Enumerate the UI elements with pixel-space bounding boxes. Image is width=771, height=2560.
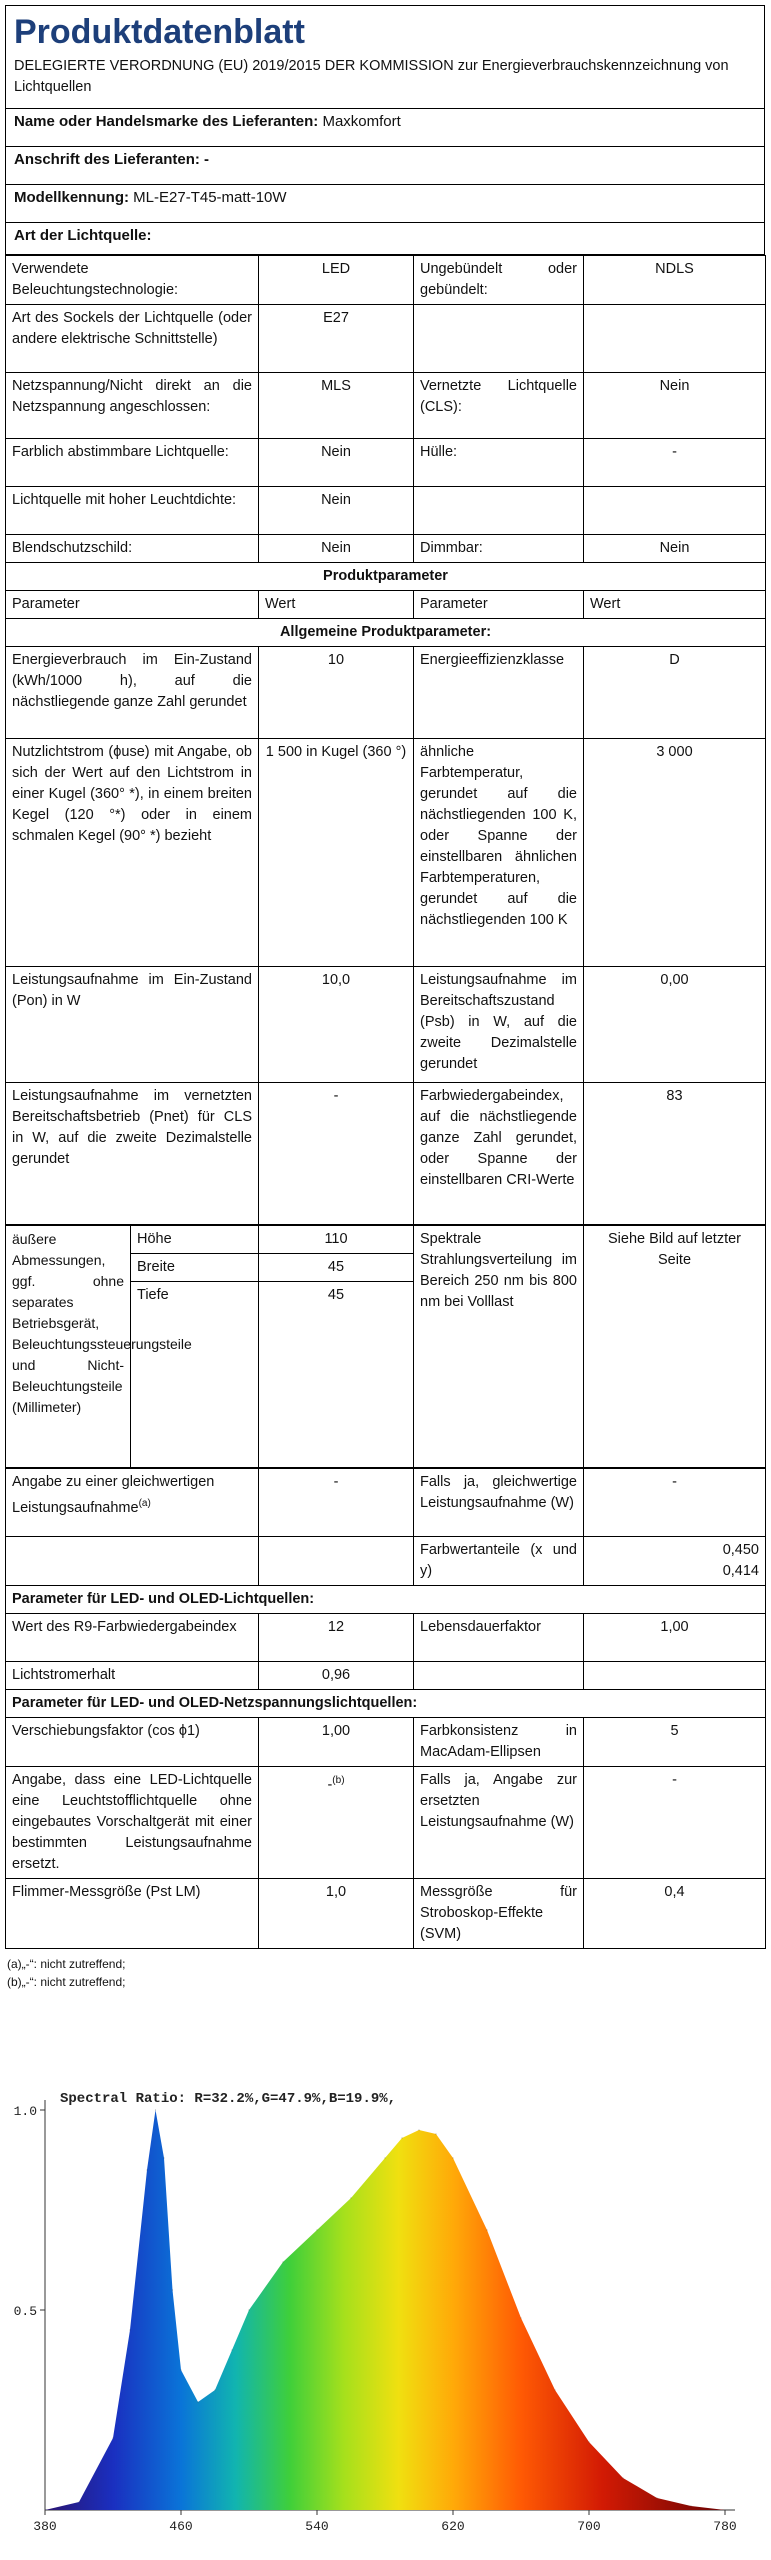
table-row (6, 1614, 766, 1662)
spectrum-chart (5, 2070, 765, 2550)
param-value: 0,00 (584, 967, 766, 1083)
led-section-heading: Parameter für LED- und OLED-Lichtquellen: (6, 1586, 766, 1614)
width-label: Breite (131, 1254, 259, 1282)
height-label: Höhe (131, 1226, 259, 1254)
param-label: Dimmbar: (414, 535, 584, 563)
table-row (6, 1690, 766, 1718)
param-label: Lichtquelle mit hoher Leuchtdichte: (6, 487, 259, 535)
param-value: LED (259, 256, 414, 305)
data-point (384, 2157, 385, 2158)
data-point (350, 2197, 351, 2198)
data-point (155, 2109, 156, 2110)
param-value: MLS (259, 373, 414, 439)
param-label: Ungebündelt oder gebündelt: (414, 256, 584, 305)
replace-label: Angabe, dass eine LED-Lichtquelle eine Leuchtstofflichtquelle ohne eingebautes Vorschaltgerät mit einer bestimmten Leistungsaufnahme ersetzt. (6, 1767, 259, 1879)
strobo-value: 0,4 (584, 1879, 766, 1949)
param-label: Energieverbrauch im Ein-Zustand (kWh/1000 h), auf die nächstliegende ganze Zahl gerundet (6, 647, 259, 739)
param-value: E27 (259, 305, 414, 373)
param-label: Leistungsaufnahme im vernetzten Bereitschaftsbetrieb (Pnet) für CLS in W, auf die zweite Dezimalstelle gerundet (6, 1083, 259, 1225)
table-row (6, 439, 766, 487)
param-value (584, 487, 766, 535)
column-header: Wert (584, 591, 766, 619)
replace-value-text: - (327, 1776, 333, 1793)
param-label: Energieeffizienzklasse (414, 647, 584, 739)
equivalent-value2: - (584, 1469, 766, 1537)
general-params-heading: Allgemeine Produktparameter: (6, 619, 766, 647)
supplier-name-row (5, 109, 765, 147)
param-label: Farblich abstimmbare Lichtquelle: (6, 439, 259, 487)
model-row (5, 185, 765, 223)
depth-label: Tiefe (131, 1282, 259, 1468)
strobo-label: Messgröße für Stroboskop-Effekte (SVM) (414, 1879, 584, 1949)
data-point (78, 2501, 79, 2502)
param-value: 1 500 in Kugel (360 °) (259, 739, 414, 967)
spectral-value: Siehe Bild auf letzter Seite (584, 1226, 766, 1468)
data-point (129, 2329, 130, 2330)
table-row (6, 739, 766, 967)
table-row (6, 1662, 766, 1690)
table-row (6, 1083, 766, 1225)
dimensions-label: äußere Abmessungen, ggf. ohne separates Betriebsgerät, Beleuchtungssteuerungsteile und Nicht-Beleuchtungsteile (Millimeter) (6, 1226, 131, 1468)
light-source-section: Art der Lichtquelle: (5, 223, 765, 255)
shift-value: 1,00 (259, 1718, 414, 1767)
data-point (554, 2389, 555, 2390)
table-row (6, 305, 766, 373)
table-row (6, 1469, 766, 1537)
equivalent-table (5, 1468, 766, 1949)
data-point (486, 2229, 487, 2230)
flux-label: Lichtstromerhalt (6, 1662, 259, 1690)
data-point (588, 2441, 589, 2442)
x-tick-label: 780 (713, 2519, 737, 2534)
data-point (520, 2317, 521, 2318)
table-row (6, 1879, 766, 1949)
x-tick-label: 620 (441, 2519, 465, 2534)
life-label: Lebensdauerfaktor (414, 1614, 584, 1662)
param-label (414, 487, 584, 535)
r9-label: Wert des R9-Farbwiedergabeindex (6, 1614, 259, 1662)
param-label (414, 305, 584, 373)
param-value: - (584, 439, 766, 487)
replace-value2: - (584, 1767, 766, 1879)
footnotes (5, 1955, 765, 1991)
chart-title: Spectral Ratio: R=32.2%,G=47.9%,B=19.9%, (60, 2091, 397, 2107)
param-label: ähnliche Farbtemperatur, gerundet auf die nächstliegenden 100 K, oder Spanne der einstellbaren ähnlichen Farbtemperaturen, gerundet auf die nächstliegenden 100 K (414, 739, 584, 967)
param-value: Nein (584, 535, 766, 563)
footnote-a: (a)„-“: nicht zutreffend; (7, 1957, 126, 1971)
data-point (180, 2369, 181, 2370)
table-row (6, 373, 766, 439)
supplier-name-label: Name oder Handelsmarke des Lieferanten: (14, 113, 319, 130)
param-label: Nutzlichtstrom (ϕuse) mit Angabe, ob sich der Wert auf den Lichtstrom in einer Kugel (360° *), in einem breiten Kegel (120 °*) oder in einem schmalen Kegel (90° *) bezieht (6, 739, 259, 967)
height-value: 110 (259, 1226, 414, 1254)
x-tick-label: 460 (169, 2519, 193, 2534)
param-value: 10 (259, 647, 414, 739)
table-row (6, 591, 766, 619)
param-label: Vernetzte Lichtquelle (CLS): (414, 373, 584, 439)
table-row (6, 256, 766, 305)
footnote-ref-b: (b) (332, 1775, 345, 1786)
flicker-label: Flimmer-Messgröße (Pst LM) (6, 1879, 259, 1949)
dimensions-table (5, 1225, 766, 1468)
data-point (197, 2401, 198, 2402)
r9-value: 12 (259, 1614, 414, 1662)
data-point (452, 2157, 453, 2158)
shift-label: Verschiebungsfaktor (cos ϕ1) (6, 1718, 259, 1767)
param-value: Nein (259, 535, 414, 563)
supplier-name-value: Maxkomfort (322, 113, 401, 130)
equivalent-label-text: Angabe zu einer gleichwertigen Leistungsaufnahme (12, 1474, 215, 1516)
chroma-x: 0,450 (722, 1542, 759, 1558)
equivalent-label2: Falls ja, gleichwertige Leistungsaufnahme (W) (414, 1469, 584, 1537)
data-point (163, 2157, 164, 2158)
table-row (6, 967, 766, 1083)
data-point (248, 2309, 249, 2310)
flicker-value: 1,0 (259, 1879, 414, 1949)
column-header: Parameter (6, 591, 259, 619)
page-title: Produktdatenblatt (14, 13, 305, 51)
param-value: Nein (259, 487, 414, 535)
replace-value (259, 1767, 414, 1879)
datasheet (5, 5, 765, 1991)
footnote-ref-a: (a) (138, 1498, 151, 1509)
column-header: Wert (259, 591, 414, 619)
param-value: 3 000 (584, 739, 766, 967)
x-tick-label: 700 (577, 2519, 601, 2534)
data-point (282, 2261, 283, 2262)
data-point (112, 2437, 113, 2438)
param-label: Leistungsaufnahme im Ein-Zustand (Pon) in W (6, 967, 259, 1083)
table-row (6, 1718, 766, 1767)
consistency-value: 5 (584, 1718, 766, 1767)
table-row (6, 1226, 766, 1254)
param-value: Nein (259, 439, 414, 487)
supplier-address-row (5, 147, 765, 185)
life-value: 1,00 (584, 1614, 766, 1662)
data-point (401, 2137, 402, 2138)
chroma-values (584, 1537, 766, 1586)
flux-value: 0,96 (259, 1662, 414, 1690)
param-label: Art des Sockels der Lichtquelle (oder andere elektrische Schnittstelle) (6, 305, 259, 373)
table-row (6, 1586, 766, 1614)
column-header: Parameter (414, 591, 584, 619)
table-row (6, 563, 766, 591)
footnote-b: (b)„-“: nicht zutreffend; (7, 1975, 126, 1989)
y-tick-label: 0.5 (13, 2304, 37, 2319)
data-point (146, 2169, 147, 2170)
depth-value: 45 (259, 1282, 414, 1468)
param-value (584, 305, 766, 373)
regulation-text: DELEGIERTE VERORDNUNG (EU) 2019/2015 DER KOMMISSION zur Energieverbrauchskennzeichnung von Lichtquellen (14, 58, 729, 95)
spectral-label: Spektrale Strahlungsverteilung im Bereich 250 nm bis 800 nm bei Volllast (414, 1226, 584, 1468)
y-tick-label: 1.0 (13, 2104, 37, 2119)
table-row (6, 1537, 766, 1586)
supplier-address-value: - (204, 151, 210, 168)
table-row (6, 535, 766, 563)
param-value: NDLS (584, 256, 766, 305)
data-point (435, 2133, 436, 2134)
param-label: Leistungsaufnahme im Bereitschaftszustand (Psb) in W, auf die zweite Dezimalstelle gerundet (414, 967, 584, 1083)
x-tick-label: 540 (305, 2519, 329, 2534)
replace-label2: Falls ja, Angabe zur ersetzten Leistungsaufnahme (W) (414, 1767, 584, 1879)
data-point (316, 2229, 317, 2230)
table-row (6, 1767, 766, 1879)
param-label: Hülle: (414, 439, 584, 487)
data-point (231, 2349, 232, 2350)
param-value: Nein (584, 373, 766, 439)
param-label: Farbwiedergabeindex, auf die nächstliegende ganze Zahl gerundet, oder Spanne der einstellbaren CRI-Werte (414, 1083, 584, 1225)
data-point (656, 2497, 657, 2498)
x-tick-label: 380 (33, 2519, 57, 2534)
param-label: Netzspannung/Nicht direkt an die Netzspannung angeschlossen: (6, 373, 259, 439)
light-source-table (5, 255, 766, 1225)
title-box (5, 5, 765, 109)
table-row (6, 647, 766, 739)
mains-section-heading: Parameter für LED- und OLED-Netzspannungslichtquellen: (6, 1690, 766, 1718)
equivalent-value: - (259, 1469, 414, 1537)
data-point (214, 2389, 215, 2390)
table-row (6, 487, 766, 535)
param-value: 10,0 (259, 967, 414, 1083)
data-point (622, 2477, 623, 2478)
data-point (172, 2289, 173, 2290)
equivalent-label (6, 1469, 259, 1537)
product-params-heading: Produktparameter (6, 563, 766, 591)
data-point (690, 2505, 691, 2506)
chroma-y: 0,414 (722, 1563, 759, 1579)
chroma-label: Farbwertanteile (x und y) (414, 1537, 584, 1586)
model-label: Modellkennung: (14, 189, 129, 206)
width-value: 45 (259, 1254, 414, 1282)
param-value: 83 (584, 1083, 766, 1225)
supplier-address-label: Anschrift des Lieferanten: (14, 151, 200, 168)
param-value: - (259, 1083, 414, 1225)
param-label: Blendschutzschild: (6, 535, 259, 563)
data-point (418, 2129, 419, 2130)
consistency-label: Farbkonsistenz in MacAdam-Ellipsen (414, 1718, 584, 1767)
table-row (6, 619, 766, 647)
model-value: ML-E27-T45-matt-10W (133, 189, 287, 206)
param-value: D (584, 647, 766, 739)
param-label: Verwendete Beleuchtungstechnologie: (6, 256, 259, 305)
